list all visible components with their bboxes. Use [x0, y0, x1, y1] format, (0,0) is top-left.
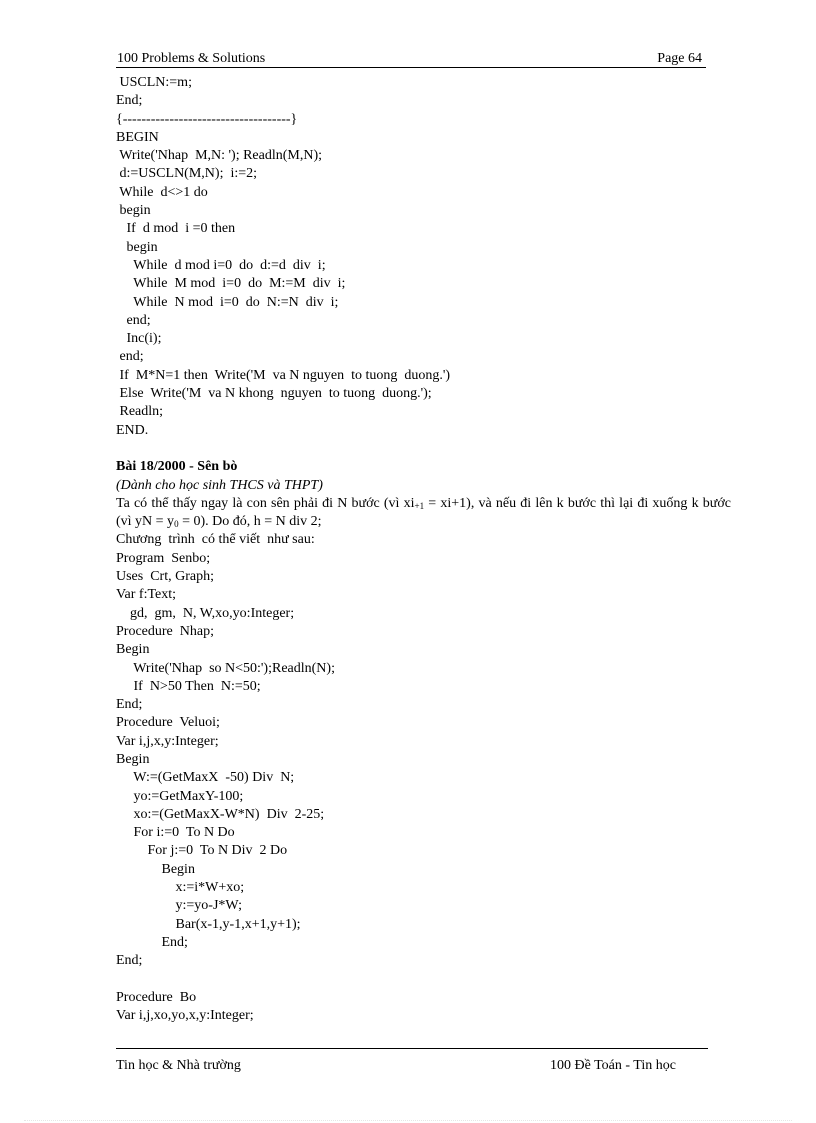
para-text: = 0). Do đó, h = N div 2;	[178, 514, 322, 530]
code-line: W:=(GetMaxX -50) Div N;	[116, 770, 295, 786]
code-line: Var f:Text;	[116, 587, 177, 603]
code-line: Inc(i);	[116, 331, 162, 347]
header-title: 100 Problems & Solutions	[117, 51, 266, 66]
code-line: If d mod i =0 then	[116, 221, 236, 237]
code-line: While d mod i=0 do d:=d div i;	[116, 257, 326, 273]
code-line: BEGIN	[116, 129, 159, 145]
code-line: Procedure Nhap;	[116, 623, 214, 639]
page-number: Page 64	[657, 51, 702, 66]
code-line: d:=USCLN(M,N); i:=2;	[116, 166, 258, 182]
spacer	[116, 440, 731, 458]
page-edge-divider	[24, 1120, 792, 1121]
code-line: x:=i*W+xo;	[116, 880, 245, 896]
page-footer	[116, 1057, 708, 1075]
subscript: +1	[414, 500, 425, 511]
footer-divider	[116, 1048, 708, 1049]
code-line	[116, 971, 731, 989]
page-body	[116, 74, 731, 1025]
code-line: Write('Nhap M,N: '); Readln(M,N);	[116, 148, 323, 164]
code-line: {------------------------------------}	[116, 111, 298, 127]
code-line: END.	[116, 422, 149, 438]
problem-paragraph-2: Chương trình có thể viết như sau:	[116, 532, 315, 548]
code-line: begin	[116, 239, 158, 255]
code-block-bottom	[116, 550, 731, 1026]
code-line: End;	[116, 697, 143, 713]
code-line: begin	[116, 203, 151, 219]
code-line: y:=yo-J*W;	[116, 898, 242, 914]
code-line: Begin	[116, 642, 150, 658]
footer-right: 100 Đề Toán - Tin học	[550, 1058, 676, 1073]
code-line: USCLN:=m;	[116, 75, 192, 90]
code-line: If N>50 Then N:=50;	[116, 678, 261, 694]
problem-subtitle: (Dành cho học sinh THCS và THPT)	[116, 477, 323, 493]
code-line: Write('Nhap so N<50:');Readln(N);	[116, 660, 335, 676]
code-line: Else Write('M va N khong nguyen to tuong duong.');	[116, 386, 432, 402]
code-line: End;	[116, 934, 188, 950]
code-line: Program Senbo;	[116, 550, 211, 566]
code-block-top	[116, 74, 731, 440]
code-line: Bar(x-1,y-1,x+1,y+1);	[116, 916, 301, 932]
para-text: Ta có thể thấy ngay là con sên phải đi N bước (vì xi	[116, 495, 415, 511]
problem-title: Bài 18/2000 - Sên bò	[116, 459, 238, 475]
code-line: For j:=0 To N Div 2 Do	[116, 843, 288, 859]
code-line: End;	[116, 953, 143, 969]
footer-left: Tin học & Nhà trường	[116, 1058, 241, 1073]
code-line: end;	[116, 312, 151, 328]
code-line: Readln;	[116, 404, 164, 420]
code-line: End;	[116, 93, 143, 109]
code-line: gd, gm, N, W,xo,yo:Integer;	[116, 605, 295, 621]
code-line: Var i,j,xo,yo,x,y:Integer;	[116, 1008, 254, 1024]
code-line: Begin	[116, 861, 195, 877]
code-line: Var i,j,x,y:Integer;	[116, 733, 219, 749]
code-line: While N mod i=0 do N:=N div i;	[116, 294, 339, 310]
code-line: end;	[116, 349, 144, 365]
code-line: For i:=0 To N Do	[116, 825, 235, 841]
problem-paragraph	[116, 495, 731, 532]
code-line: Procedure Bo	[116, 989, 197, 1005]
code-line: While d<>1 do	[116, 184, 208, 200]
code-line: xo:=(GetMaxX-W*N) Div 2-25;	[116, 806, 325, 822]
code-line: If M*N=1 then Write('M va N nguyen to tuong duong.')	[116, 367, 451, 383]
code-line: Begin	[116, 751, 150, 767]
subscript: 0	[174, 519, 179, 530]
para-text: = xi+1), và nếu đi lên k bước thì lại đi xuống k bước (vì yN = y	[116, 495, 731, 530]
code-line: yo:=GetMaxY-100;	[116, 788, 244, 804]
code-line: Uses Crt, Graph;	[116, 569, 214, 585]
code-line: While M mod i=0 do M:=M div i;	[116, 276, 346, 292]
page-header	[116, 50, 706, 68]
code-line: Procedure Veluoi;	[116, 715, 220, 731]
